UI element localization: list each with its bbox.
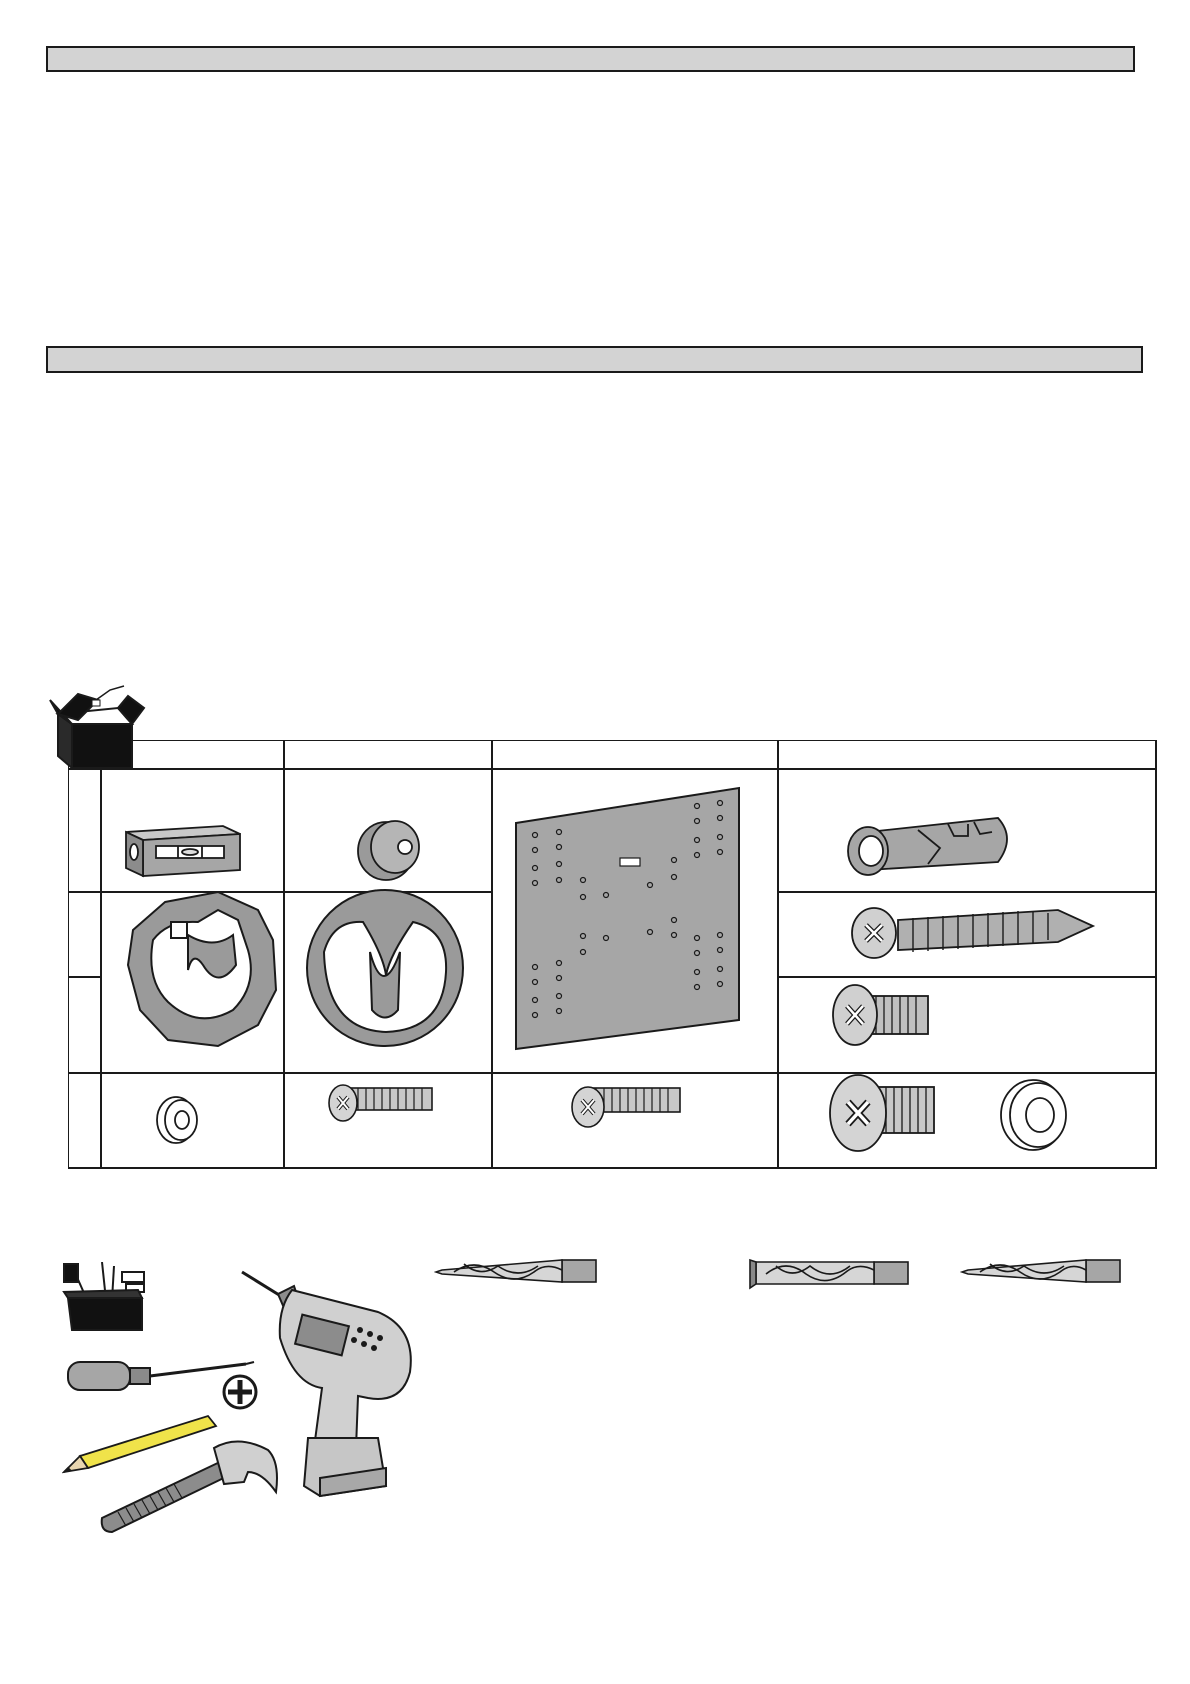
wall-plate-icon — [516, 788, 739, 1049]
wood-screw-icon — [852, 908, 1093, 958]
bolt-m8-icon — [830, 1075, 934, 1151]
bolt-m6-icon — [833, 985, 928, 1045]
spacer-icon — [358, 821, 419, 880]
parts-table — [68, 740, 1158, 1170]
wood-drill-bit-icon — [748, 1258, 910, 1290]
open-box-icon — [48, 678, 148, 770]
wall-anchor-icon — [848, 818, 1007, 875]
drill-bit-icon — [960, 1258, 1122, 1286]
cordless-drill-icon — [238, 1268, 418, 1504]
washer-small-icon — [157, 1097, 197, 1143]
mounting-ring-right-icon — [307, 890, 463, 1046]
bolt-m5-icon — [572, 1087, 680, 1127]
mounting-ring-left-icon — [128, 892, 276, 1046]
section-header-bar-2 — [46, 346, 1143, 373]
bolt-m4-icon — [329, 1085, 432, 1121]
washer-large-icon — [1001, 1080, 1066, 1150]
phillips-screwdriver-icon — [66, 1352, 262, 1412]
toolbox-icon — [62, 1262, 154, 1334]
section-header-bar-1 — [46, 46, 1135, 72]
spirit-level-icon — [126, 826, 240, 876]
drill-bit-icon — [434, 1258, 598, 1286]
